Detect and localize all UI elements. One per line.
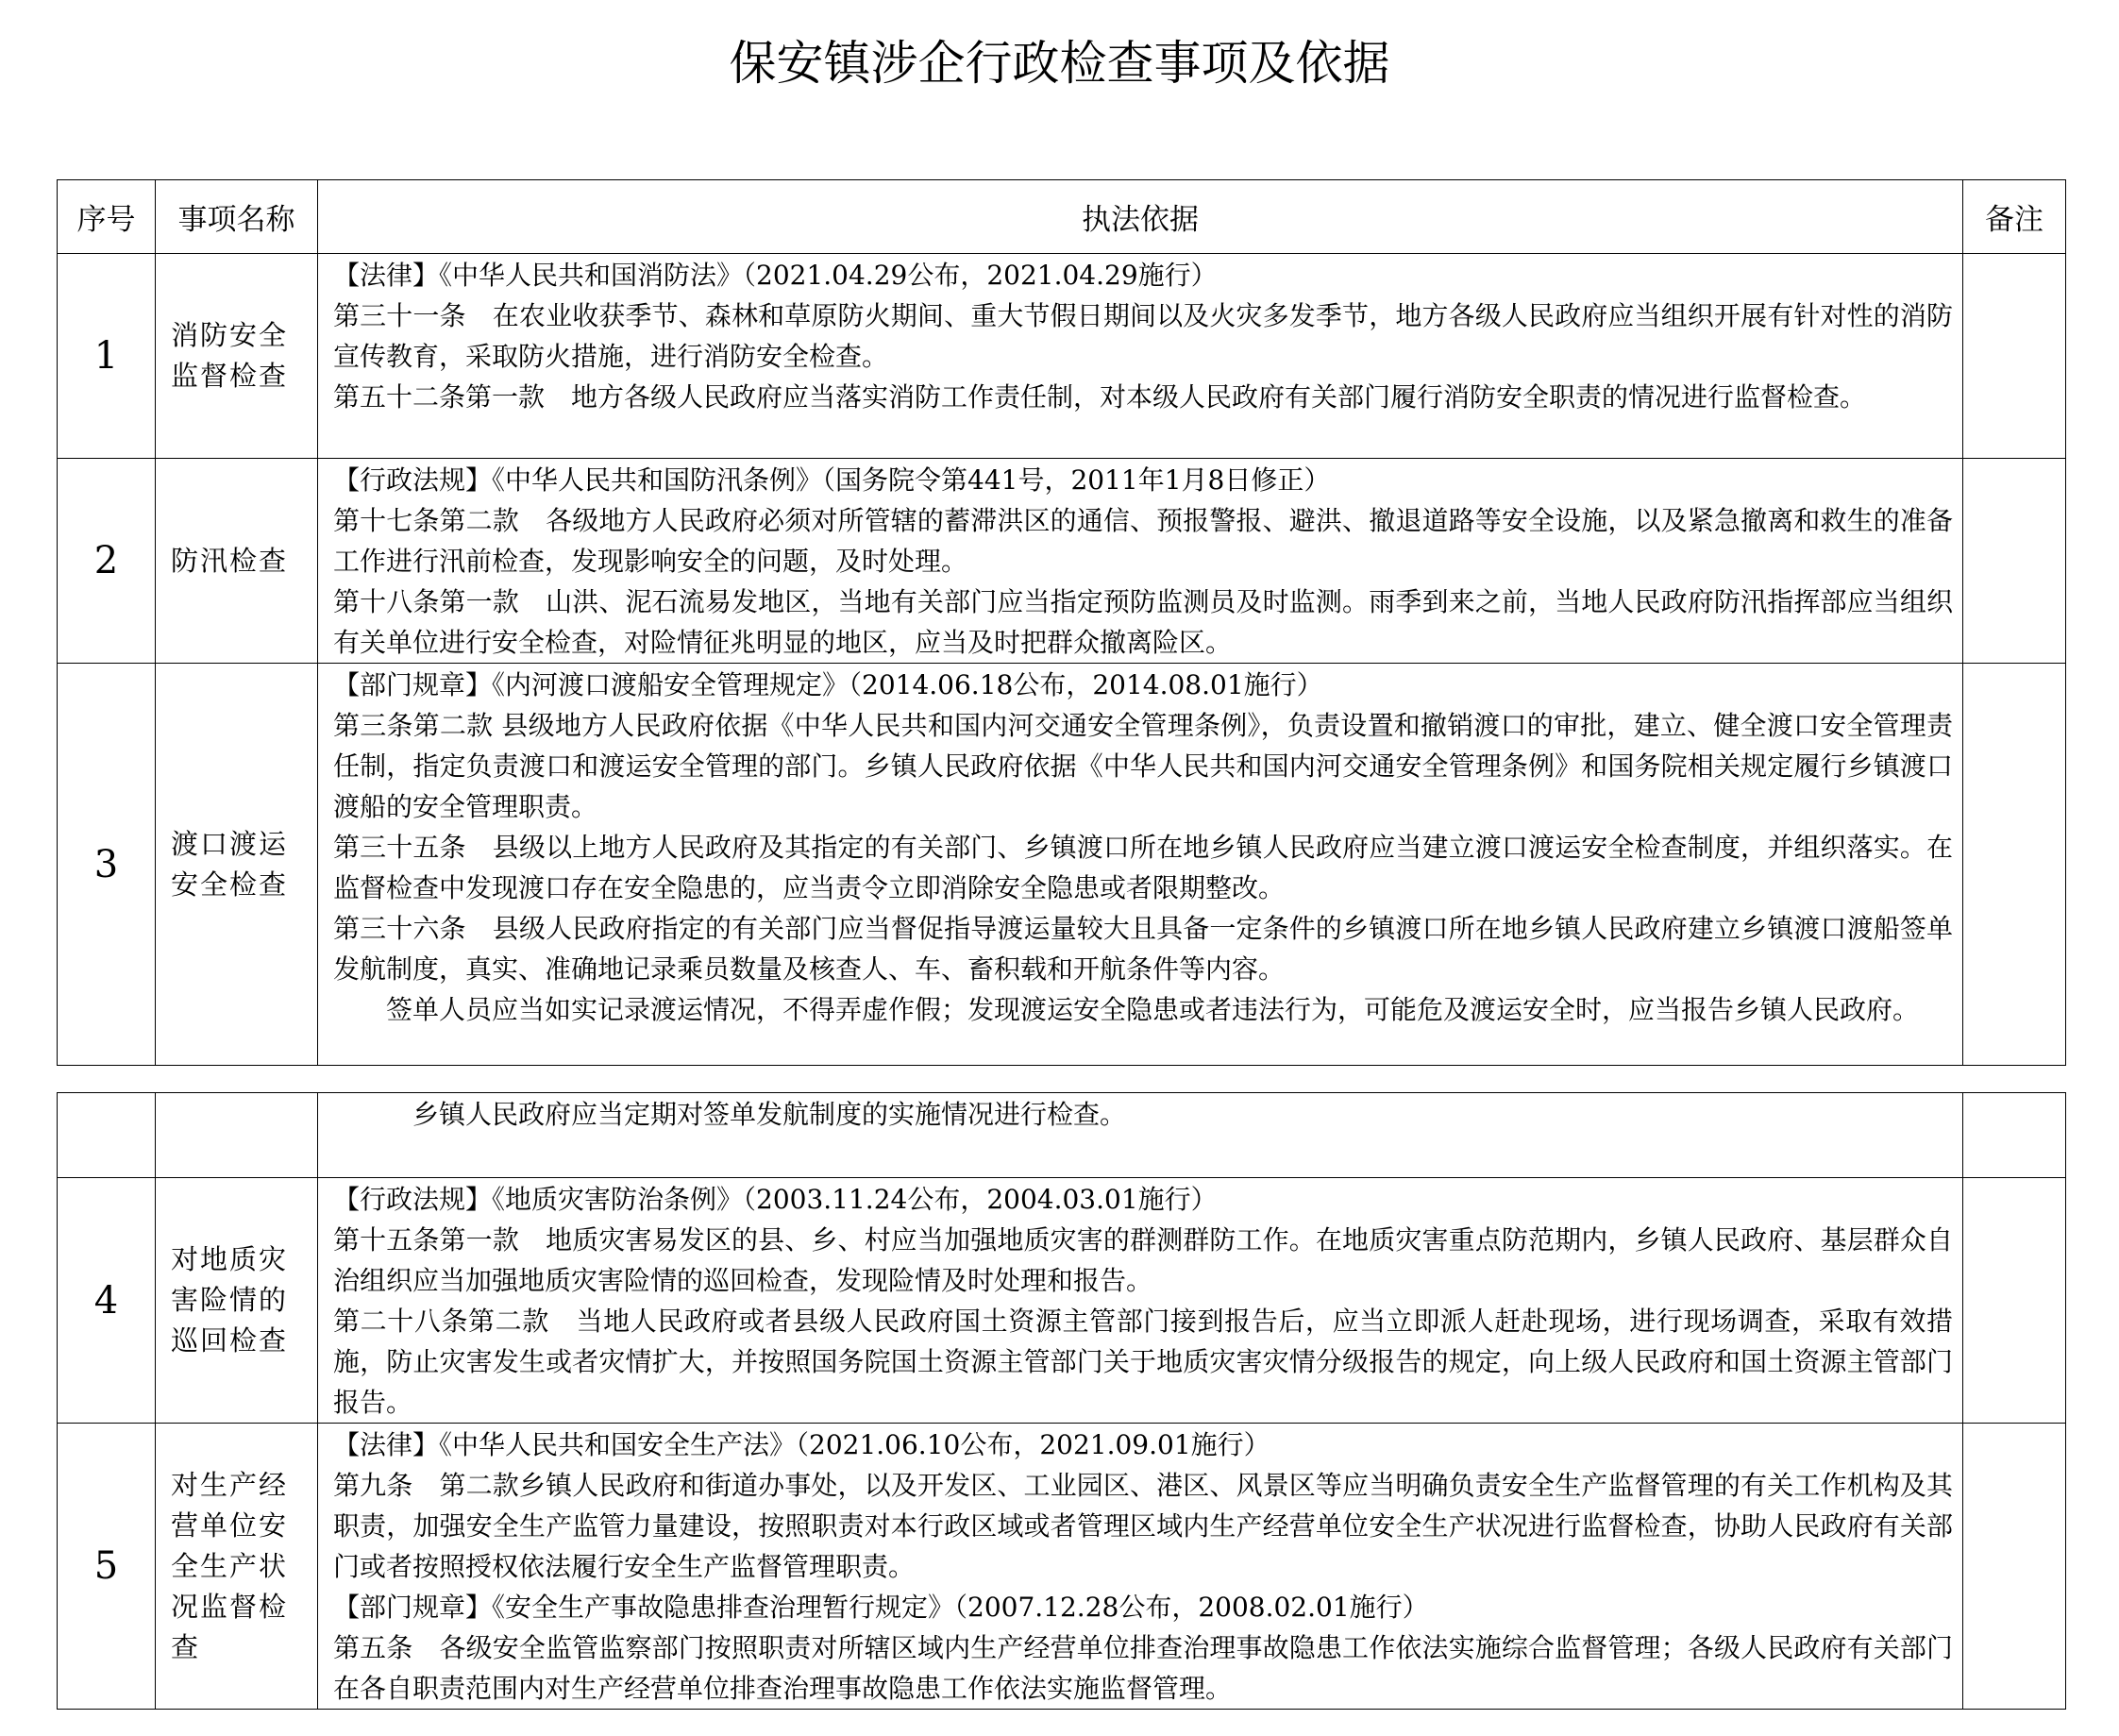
header-note: 备注 <box>1963 180 2066 254</box>
row-item-name: 渡口渡运安全检查 <box>156 664 318 1066</box>
basis-source: 【行政法规】《中华人民共和国防汛条例》（国务院令第441号，2011年1月8日修正） <box>333 464 1331 496</box>
inspection-table-part2 <box>57 1092 2066 1710</box>
header-seq: 序号 <box>58 180 156 254</box>
table-row <box>58 254 2066 459</box>
basis-article: 第五十二条第一款 地方各级人民政府应当落实消防工作责任制，对本级人民政府有关部门履行消防安全职责的情况进行监督检查。 <box>333 381 1867 413</box>
row-legal-basis <box>318 1093 1963 1178</box>
basis-source: 【部门规章】《内河渡口渡船安全管理规定》（2014.06.18公布，2014.08.01施行） <box>333 669 1323 700</box>
row-item-name: 防汛检查 <box>156 459 318 664</box>
row-item-name: 消防安全监督检查 <box>156 254 318 459</box>
basis-article: 签单人员应当如实记录渡运情况，不得弄虚作假；发现渡运安全隐患或者违法行为，可能危及渡运安全时，应当报告乡镇人民政府。 <box>386 994 1920 1025</box>
row-legal-basis <box>318 664 1963 1066</box>
row-legal-basis <box>318 1178 1963 1424</box>
basis-article: 第十五条第一款 地质灾害易发区的县、乡、村应当加强地质灾害的群测群防工作。在地质灾害重点防范期内，乡镇人民政府、基层群众自治组织应当加强地质灾害险情的巡回检查，发现险情及时处理和报告。 <box>333 1224 1953 1296</box>
basis-source: 【法律】《中华人民共和国消防法》（2021.04.29公布，2021.04.29施行） <box>333 260 1218 291</box>
table-row <box>58 1424 2066 1710</box>
row-note <box>1963 1424 2066 1710</box>
basis-article: 第五条 各级安全监管监察部门按照职责对所辖区域内生产经营单位排查治理事故隐患工作依法实施综合监督管理；各级人民政府有关部门在各自职责范围内对生产经营单位排查治理事故隐患工作依法实施监督管理。 <box>333 1632 1953 1704</box>
row-note <box>1963 1178 2066 1424</box>
row-seq: 2 <box>58 459 156 664</box>
row-seq <box>58 1093 156 1178</box>
basis-article: 第十七条第二款 各级地方人民政府必须对所管辖的蓄滞洪区的通信、预报警报、避洪、撤退道路等安全设施，以及紧急撤离和救生的准备工作进行汛前检查，发现影响安全的问题，及时处理。 <box>333 505 1953 577</box>
header-basis: 执法依据 <box>318 180 1963 254</box>
table-row <box>58 459 2066 664</box>
basis-article: 第三十五条 县级以上地方人民政府及其指定的有关部门、乡镇渡口所在地乡镇人民政府应当建立渡口渡运安全检查制度，并组织落实。在监督检查中发现渡口存在安全隐患的，应当责令立即消除安全隐患或者限期整改。 <box>333 832 1953 903</box>
inspection-table-part1 <box>57 179 2066 1066</box>
header-name: 事项名称 <box>156 180 318 254</box>
row-seq: 3 <box>58 664 156 1066</box>
table-row-continuation <box>58 1093 2066 1178</box>
basis-source: 【法律】《中华人民共和国安全生产法》（2021.06.10公布，2021.09.01施行） <box>333 1429 1270 1460</box>
basis-article: 第三十六条 县级人民政府指定的有关部门应当督促指导渡运量较大且具备一定条件的乡镇渡口所在地乡镇人民政府建立乡镇渡口渡船签单发航制度，真实、准确地记录乘员数量及核查人、车、畜积载和开航条件等内容。 <box>333 913 1953 985</box>
row-seq: 4 <box>58 1178 156 1424</box>
table-row <box>58 664 2066 1066</box>
row-seq: 5 <box>58 1424 156 1710</box>
row-note <box>1963 664 2066 1066</box>
row-legal-basis <box>318 459 1963 664</box>
basis-article: 第十八条第一款 山洪、泥石流易发地区，当地有关部门应当指定预防监测员及时监测。雨季到来之前，当地人民政府防汛指挥部应当组织有关单位进行安全检查，对险情征兆明显的地区，应当及时把群众撤离险区。 <box>333 586 1953 658</box>
basis-article: 乡镇人民政府应当定期对签单发航制度的实施情况进行检查。 <box>412 1099 1127 1130</box>
row-item-name <box>156 1093 318 1178</box>
row-note <box>1963 254 2066 459</box>
table-row <box>58 1178 2066 1424</box>
table-header-row <box>58 180 2066 254</box>
basis-article: 第二十八条第二款 当地人民政府或者县级人民政府国土资源主管部门接到报告后，应当立即派人赶赴现场，进行现场调查，采取有效措施，防止灾害发生或者灾情扩大，并按照国务院国土资源主管部门关于地质灾害灾情分级报告的规定，向上级人民政府和国土资源主管部门报告。 <box>333 1306 1953 1418</box>
row-legal-basis <box>318 254 1963 459</box>
row-item-name: 对生产经营单位安全生产状况监督检查 <box>156 1424 318 1710</box>
row-legal-basis <box>318 1424 1963 1710</box>
basis-source: 【部门规章】《安全生产事故隐患排查治理暂行规定》（2007.12.28公布，2008.02.01施行） <box>333 1592 1429 1623</box>
basis-source: 【行政法规】《地质灾害防治条例》（2003.11.24公布，2004.03.01施行） <box>333 1184 1218 1215</box>
row-seq: 1 <box>58 254 156 459</box>
page-title: 保安镇涉企行政检查事项及依据 <box>729 36 1390 91</box>
row-note <box>1963 459 2066 664</box>
row-item-name: 对地质灾害险情的巡回检查 <box>156 1178 318 1424</box>
row-note <box>1963 1093 2066 1178</box>
basis-article: 第三条第二款 县级地方人民政府依据《中华人民共和国内河交通安全管理条例》，负责设置和撤销渡口的审批，建立、健全渡口安全管理责任制，指定负责渡口和渡运安全管理的部门。乡镇人民政府依据《中华人民共和国内河交通安全管理条例》和国务院相关规定履行乡镇渡口渡船的安全管理职责。 <box>333 710 1953 822</box>
basis-article: 第三十一条 在农业收获季节、森林和草原防火期间、重大节假日期间以及火灾多发季节，地方各级人民政府应当组织开展有针对性的消防宣传教育，采取防火措施，进行消防安全检查。 <box>333 300 1953 372</box>
basis-article: 第九条 第二款乡镇人民政府和街道办事处，以及开发区、工业园区、港区、风景区等应当明确负责安全生产监督管理的有关工作机构及其职责，加强安全生产监管力量建设，按照职责对本行政区域或者管理区域内生产经营单位安全生产状况进行监督检查，协助人民政府有关部门或者按照授权依法履行安全生产监督管理职责。 <box>333 1470 1953 1582</box>
